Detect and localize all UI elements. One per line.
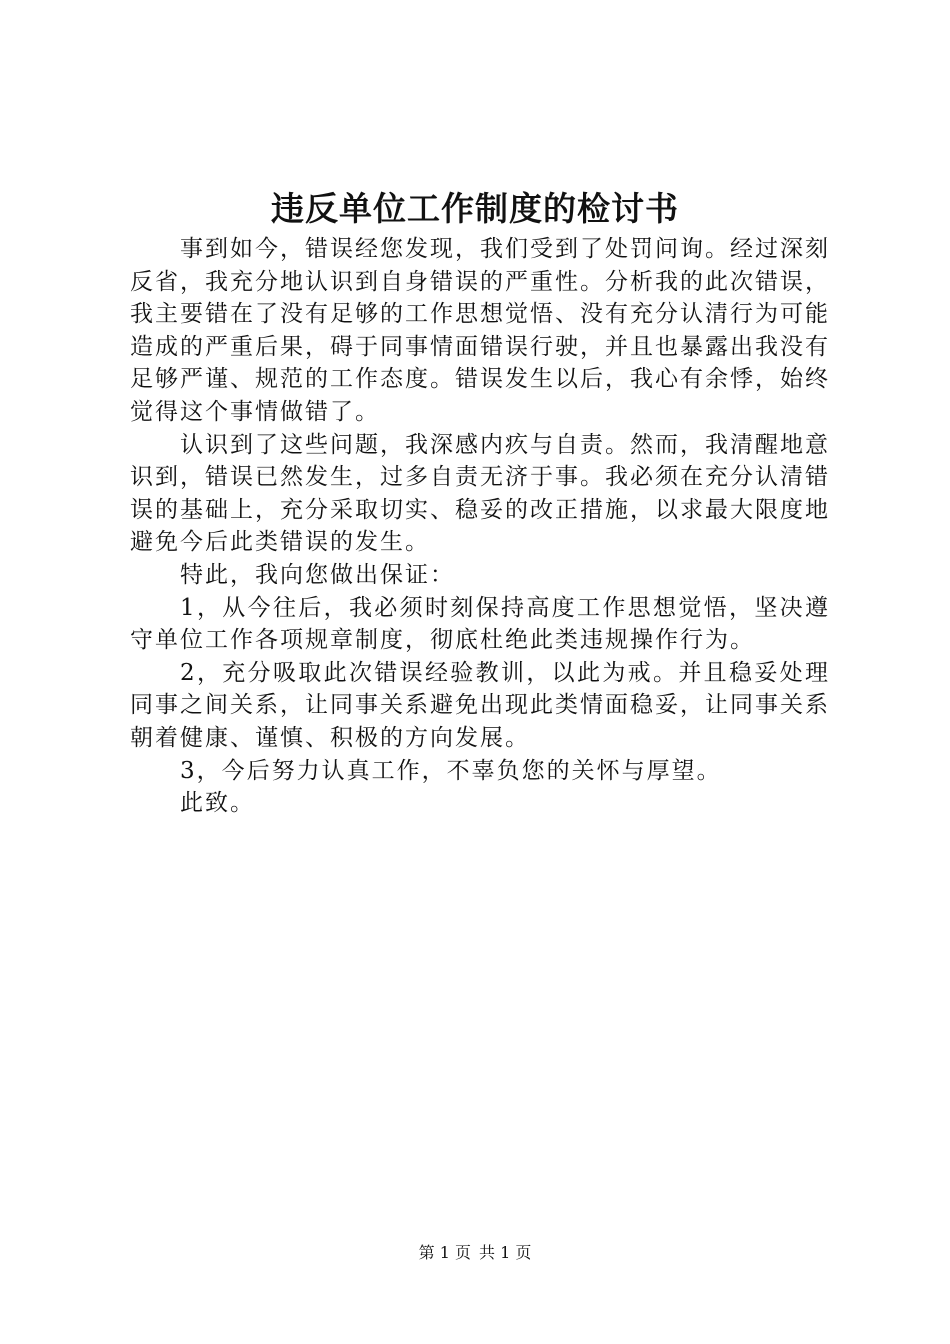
page-total: 共 1 页 <box>479 1243 532 1262</box>
document-body <box>130 233 830 820</box>
body-paragraph: 特此，我向您做出保证： <box>180 561 455 588</box>
page-number: 第 1 页 <box>418 1243 471 1262</box>
page-footer <box>0 1242 950 1264</box>
body-paragraph: 事到如今，错误经您发现，我们受到了处罚问询。经过深刻反省，我充分地认识到自身错误的严重性。分析我的此次错误，我主要错在了没有足够的工作思想觉悟、没有充分认清行为可能造成的严重后果，碍于同事情面错误行驶，并且也暴露出我没有足够严谨、规范的工作态度。错误发生以后，我心有余悸，始终觉得这个事情做错了。 <box>130 236 830 425</box>
closing-line: 此致。 <box>180 790 255 817</box>
pledge-item-2: 2，充分吸取此次错误经验教训，以此为戒。并且稳妥处理同事之间关系，让同事关系避免出现此类情面稳妥，让同事关系朝着健康、谨慎、积极的方向发展。 <box>130 659 830 751</box>
pledge-item-3: 3，今后努力认真工作，不辜负您的关怀与厚望。 <box>180 757 722 784</box>
document-title: 违反单位工作制度的检讨书 <box>271 189 679 228</box>
pledge-item-1: 1，从今往后，我必须时刻保持高度工作思想觉悟，坚决遵守单位工作各项规章制度，彻底杜绝此类违规操作行为。 <box>130 594 830 654</box>
body-paragraph: 认识到了这些问题，我深感内疚与自责。然而，我清醒地意识到，错误已然发生，过多自责无济于事。我必须在充分认清错误的基础上，充分采取切实、稳妥的改正措施，以求最大限度地避免今后此类错误的发生。 <box>130 431 830 556</box>
